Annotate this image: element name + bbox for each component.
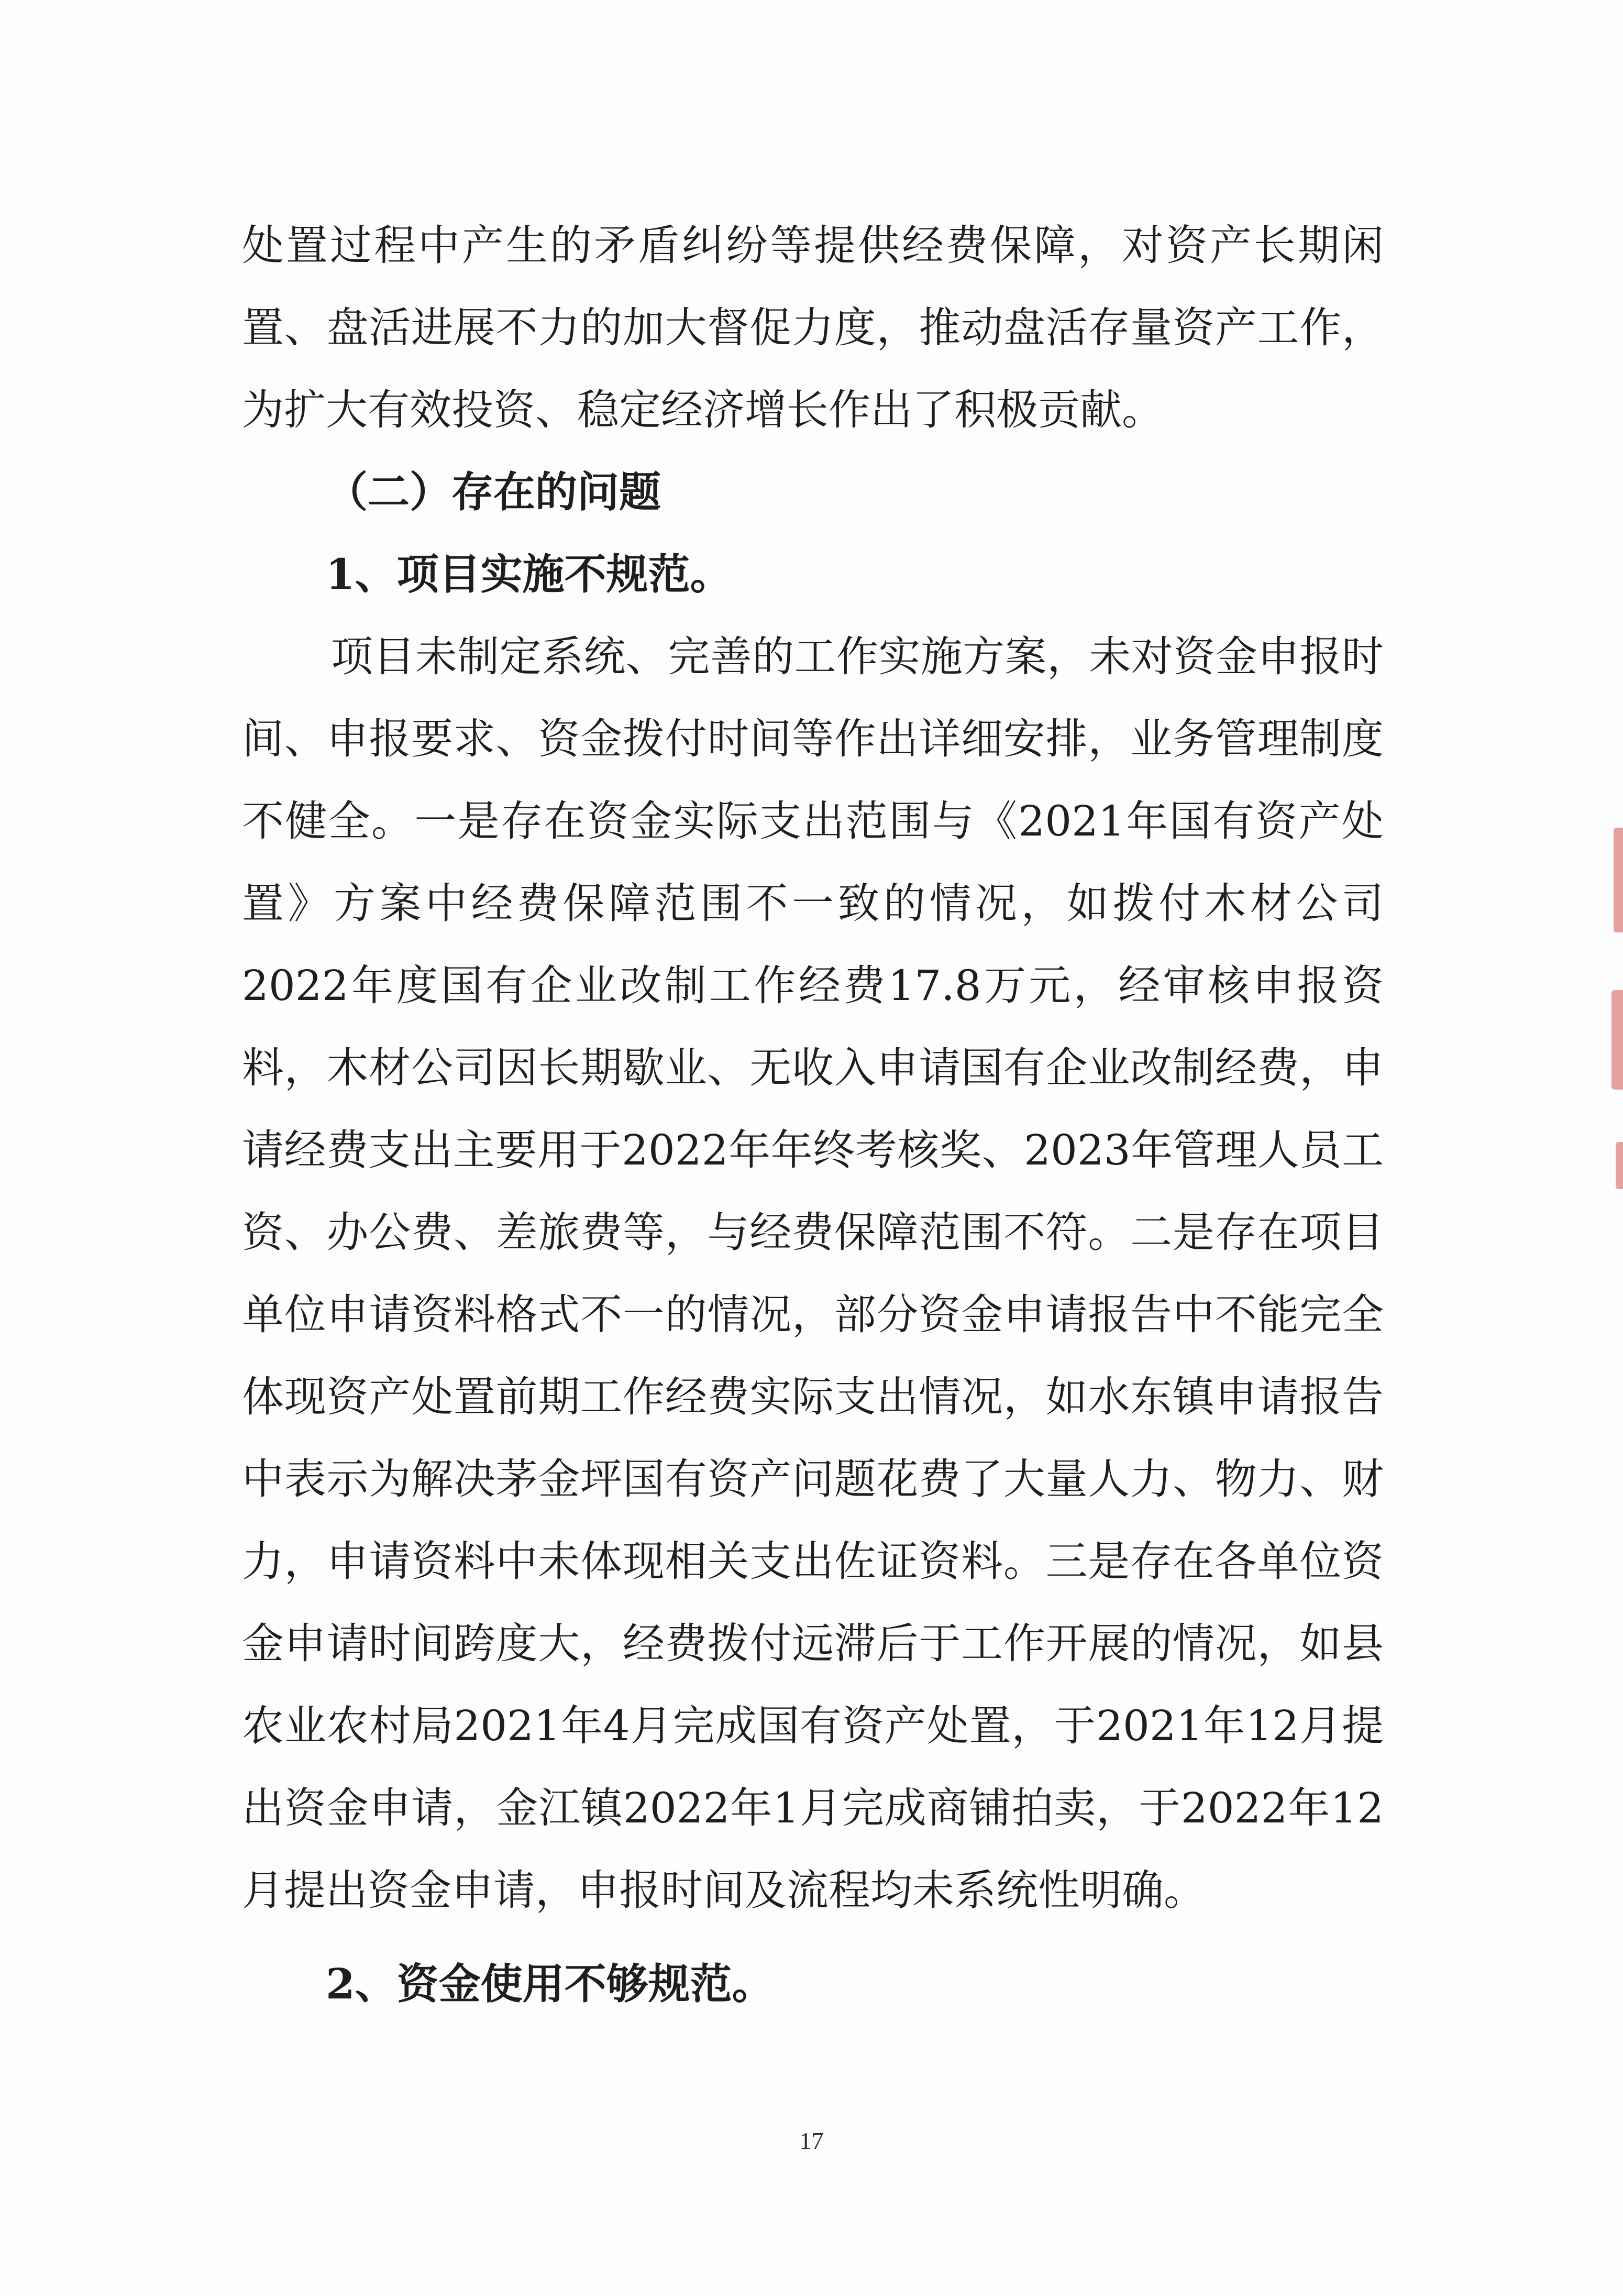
page-number: 17 [799, 2127, 824, 2154]
seal-stamp-edge [1611, 828, 1623, 1236]
subsection-heading-1: 1、项目实施不规范。 [326, 550, 732, 599]
subsection-heading-2: 2、资金使用不够规范。 [326, 1959, 774, 2008]
section-heading: （二）存在的问题 [326, 467, 661, 517]
paragraph-continuation: 处置过程中产生的矛盾纠纷等提供经费保障，对资产长期闲置、盘活进展不力的加大督促力度，推动盘活存量资产工作，为扩大有效投资、稳定经济增长作出了积极贡献。 [242, 221, 1384, 434]
document-body [242, 204, 1384, 2025]
paragraph-issues: 项目未制定系统、完善的工作实施方案，未对资金申报时间、申报要求、资金拨付时间等作出详细安排，业务管理制度不健全。一是存在资金实际支出范围与《2021年国有资产处置》方案中经费保障范围不一致的情况，如拨付木材公司2022年度国有企业改制工作经费17.8万元，经审核申报资料，木材公司因长期歇业、无收入申请国有企业改制经费，申请经费支出主要用于2022年年终考核奖、2023年管理人员工资、办公费、差旅费等，与经费保障范围不符。二是存在项目单位申请资料格式不一的情况，部分资金申请报告中不能完全体现资产处置前期工作经费实际支出情况，如水东镇申请报告中表示为解决茅金坪国有资产问题花费了大量人力、物力、财力，申请资料中未体现相关支出佐证资料。三是存在各单位资金申请时间跨度大，经费拨付远滞后于工作开展的情况，如县农业农村局2021年4月完成国有资产处置，于2021年12月提出资金申请，金江镇2022年1月完成商铺拍卖，于2022年12月提出资金申请，申报时间及流程均未系统性明确。 [242, 632, 1384, 1915]
